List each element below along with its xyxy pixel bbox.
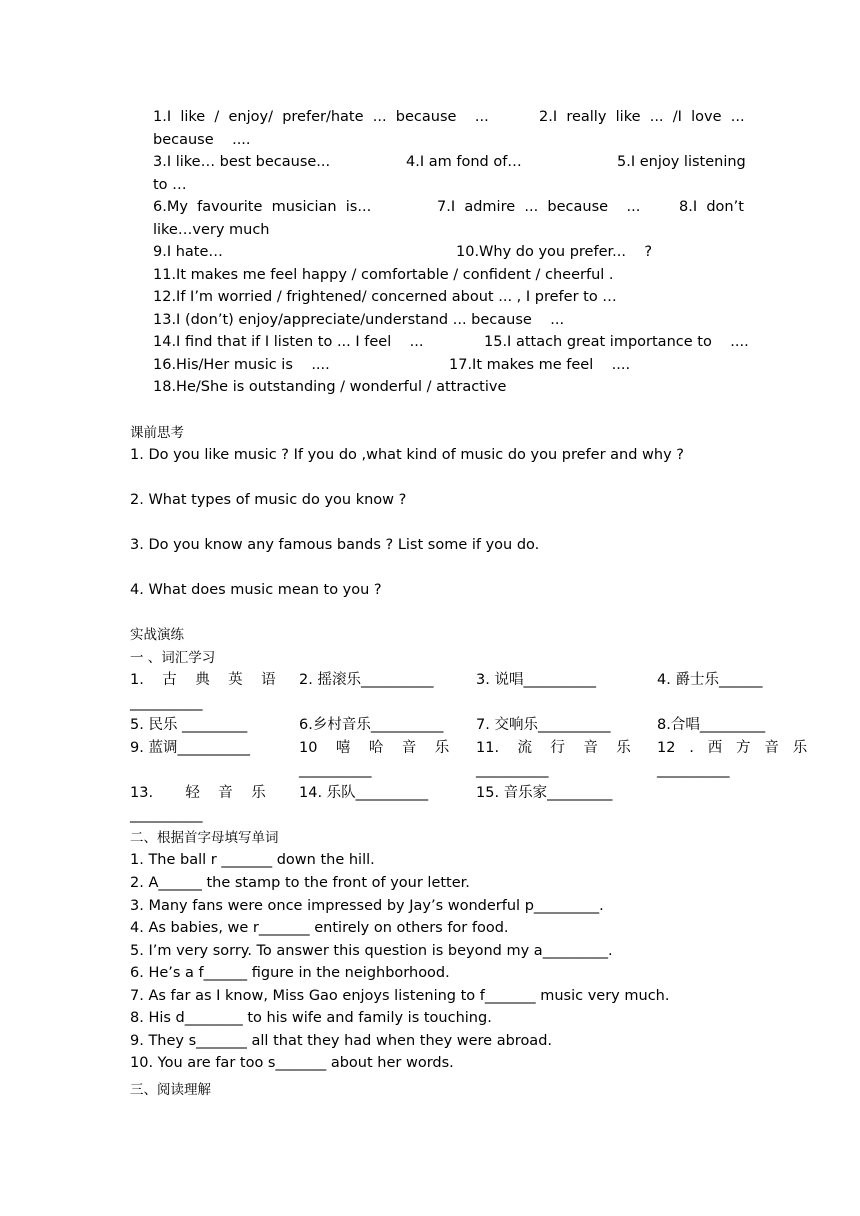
preview-question-2: 2. What types of music do you know ? bbox=[130, 492, 407, 508]
fill-item-10: 10. You are far too s_______ about her words. bbox=[130, 1055, 454, 1071]
preview-question-3: 3. Do you know any famous bands ? List some if you do. bbox=[130, 537, 540, 553]
vocab-item-2: 2. 摇滚乐__________ bbox=[299, 672, 434, 688]
vocab-item-6: 6.乡村音乐__________ bbox=[299, 717, 444, 733]
vocab-item-5: 5. 民乐 _________ bbox=[130, 717, 248, 733]
phrase-5-cont: to … bbox=[153, 177, 187, 193]
fill-item-3: 3. Many fans were once impressed by Jay’s wonderful p_________. bbox=[130, 898, 604, 914]
phrase-3: 3.I like… best because... bbox=[153, 154, 331, 170]
phrase-9: 9.I hate… bbox=[153, 244, 223, 260]
vocab-item-10-blank: __________ bbox=[299, 762, 372, 778]
phrase-17: 17.It makes me feel .... bbox=[449, 357, 631, 373]
phrase-13: 13.I (don’t) enjoy/appreciate/understand ... because ... bbox=[153, 312, 565, 328]
fill-item-9: 9. They s_______ all that they had when they were abroad. bbox=[130, 1033, 553, 1049]
vocab-item-12-blank: __________ bbox=[657, 762, 730, 778]
fill-item-6: 6. He’s a f______ figure in the neighborhood. bbox=[130, 965, 450, 981]
preview-question-1: 1. Do you like music ? If you do ,what kind of music do you prefer and why ? bbox=[130, 447, 684, 463]
vocab-item-10: 10 嘻 哈 音 乐 bbox=[299, 740, 450, 756]
fill-item-2: 2. A______ the stamp to the front of your letter. bbox=[130, 875, 470, 891]
vocab-item-9: 9. 蓝调__________ bbox=[130, 740, 250, 756]
vocab-item-11: 11. 流 行 音 乐 bbox=[476, 740, 631, 756]
vocab-item-12: 12 . 西 方 音 乐 bbox=[657, 740, 808, 756]
phrase-16: 16.His/Her music is .... bbox=[153, 357, 330, 373]
fill-section-title: 二、根据首字母填写单词 bbox=[130, 830, 279, 846]
vocab-item-11-blank: __________ bbox=[476, 762, 549, 778]
phrase-6: 6.My favourite musician is... bbox=[153, 199, 372, 215]
preview-heading: 课前思考 bbox=[130, 425, 184, 441]
fill-item-1: 1. The ball r _______ down the hill. bbox=[130, 852, 375, 868]
vocab-item-3: 3. 说唱__________ bbox=[476, 672, 596, 688]
reading-section-title: 三、阅读理解 bbox=[130, 1082, 211, 1098]
vocab-item-13-blank: __________ bbox=[130, 807, 203, 823]
vocab-item-4: 4. 爵士乐______ bbox=[657, 672, 763, 688]
preview-question-4: 4. What does music mean to you ? bbox=[130, 582, 382, 598]
phrase-14: 14.I find that if I listen to ... I feel ... bbox=[153, 334, 424, 350]
phrase-12: 12.If I’m worried / frightened/ concerned about ... , I prefer to … bbox=[153, 289, 617, 305]
practice-heading: 实战演练 bbox=[130, 627, 184, 643]
vocab-section-title: 一 、词汇学习 bbox=[130, 650, 216, 666]
fill-item-4: 4. As babies, we r_______ entirely on others for food. bbox=[130, 920, 509, 936]
vocab-item-7: 7. 交响乐__________ bbox=[476, 717, 611, 733]
phrase-15: 15.I attach great importance to .... bbox=[484, 334, 749, 350]
vocab-item-1: 1. 古 典 英 语 bbox=[130, 672, 276, 688]
phrase-10: 10.Why do you prefer... ? bbox=[456, 244, 653, 260]
phrase-2: 2.I really like ... /I love ... bbox=[539, 109, 745, 125]
phrase-8: 8.I don’t bbox=[679, 199, 744, 215]
phrase-2-cont: because .... bbox=[153, 132, 251, 148]
phrase-5: 5.I enjoy listening bbox=[617, 154, 746, 170]
fill-item-7: 7. As far as I know, Miss Gao enjoys listening to f_______ music very much. bbox=[130, 988, 670, 1004]
vocab-item-13: 13. 轻 音 乐 bbox=[130, 785, 266, 801]
vocab-item-14: 14. 乐队__________ bbox=[299, 785, 429, 801]
phrase-18: 18.He/She is outstanding / wonderful / attractive bbox=[153, 379, 507, 395]
vocab-item-8: 8.合唱_________ bbox=[657, 717, 766, 733]
phrase-8-cont: like…very much bbox=[153, 222, 270, 238]
fill-item-5: 5. I’m very sorry. To answer this question is beyond my a_________. bbox=[130, 943, 613, 959]
fill-item-8: 8. His d________ to his wife and family is touching. bbox=[130, 1010, 492, 1026]
vocab-item-15: 15. 音乐家_________ bbox=[476, 785, 613, 801]
phrase-1: 1.I like / enjoy/ prefer/hate ... because ... bbox=[153, 109, 489, 125]
phrase-7: 7.I admire ... because ... bbox=[437, 199, 641, 215]
vocab-item-1-blank: __________ bbox=[130, 695, 203, 711]
phrase-4: 4.I am fond of… bbox=[406, 154, 522, 170]
phrase-11: 11.It makes me feel happy / comfortable / confident / cheerful . bbox=[153, 267, 614, 283]
